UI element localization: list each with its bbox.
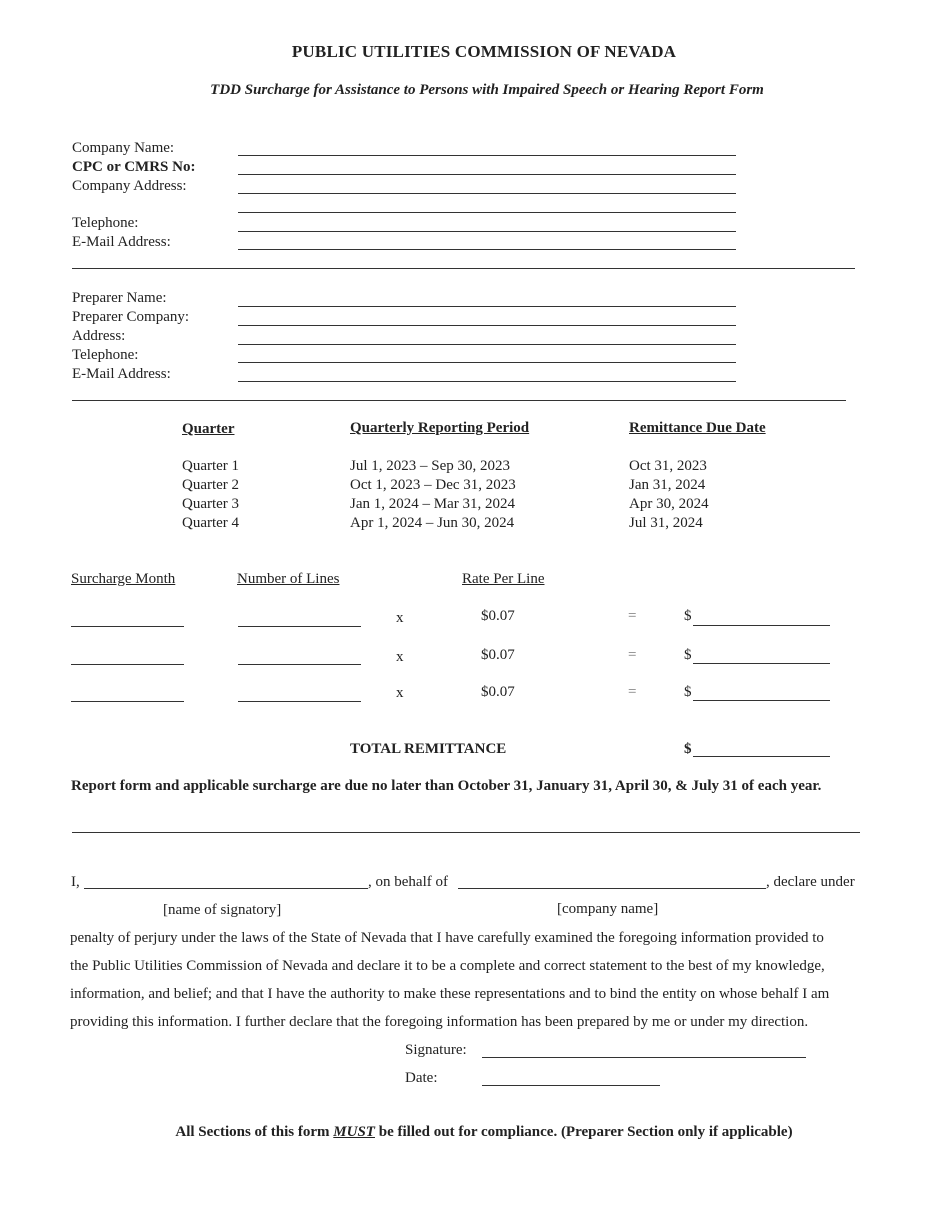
declaration-text-line: penalty of perjury under the laws of the State of Nevada that I have carefully examined the foregoing information provided to <box>70 930 824 946</box>
declaration-on-behalf: , on behalf of <box>368 874 448 890</box>
company-telephone-field[interactable] <box>238 231 736 232</box>
rate-value: $0.07 <box>481 608 515 624</box>
currency-sign: $ <box>684 608 692 624</box>
section-divider <box>72 832 860 833</box>
signature-label: Signature: <box>405 1042 467 1058</box>
currency-sign: $ <box>684 647 692 663</box>
section-divider <box>72 268 855 269</box>
number-of-lines-field[interactable] <box>238 701 361 702</box>
rate-value: $0.07 <box>481 647 515 663</box>
equals-sign: = <box>628 684 637 700</box>
table-cell-period: Jan 1, 2024 – Mar 31, 2024 <box>350 496 515 512</box>
form-subtitle: TDD Surcharge for Assistance to Persons with Impaired Speech or Hearing Report Form <box>210 82 764 98</box>
company-name-field[interactable] <box>238 155 736 156</box>
table-cell-quarter: Quarter 4 <box>182 515 240 531</box>
total-remittance-field[interactable] <box>693 756 830 757</box>
preparer-name-label: Preparer Name: <box>72 290 167 306</box>
rate-per-line-header: Rate Per Line <box>462 571 545 587</box>
company-hint: [company name] <box>557 901 659 917</box>
preparer-company-field[interactable] <box>238 325 736 326</box>
table-cell-period: Oct 1, 2023 – Dec 31, 2023 <box>350 477 516 493</box>
company-address-field[interactable] <box>238 193 736 194</box>
surcharge-month-field[interactable] <box>71 664 184 665</box>
due-date-header: Remittance Due Date <box>629 420 766 436</box>
footer-must: MUST <box>333 1124 375 1140</box>
surcharge-month-field[interactable] <box>71 701 184 702</box>
date-field[interactable] <box>482 1085 660 1086</box>
preparer-address-field[interactable] <box>238 344 736 345</box>
number-of-lines-field[interactable] <box>238 664 361 665</box>
signatory-name-field[interactable] <box>84 888 368 889</box>
declaration-text-line: providing this information. I further declare that the foregoing information has been prepared by me or under my direction. <box>70 1014 809 1030</box>
table-cell-period: Apr 1, 2024 – Jun 30, 2024 <box>350 515 515 531</box>
declaration-i: I, <box>71 874 80 890</box>
section-divider <box>72 400 846 401</box>
preparer-address-label: Address: <box>72 328 126 344</box>
total-remittance-label: TOTAL REMITTANCE <box>350 741 507 757</box>
preparer-email-field[interactable] <box>238 381 736 382</box>
company-name-declaration-field[interactable] <box>458 888 766 889</box>
quarter-header: Quarter <box>182 421 235 437</box>
multiply-sign: x <box>396 649 404 665</box>
surcharge-month-field[interactable] <box>71 626 184 627</box>
preparer-telephone-label: Telephone: <box>72 347 139 363</box>
signatory-hint: [name of signatory] <box>163 902 282 918</box>
rate-value: $0.07 <box>481 684 515 700</box>
company-telephone-label: Telephone: <box>72 215 139 231</box>
multiply-sign: x <box>396 610 404 626</box>
table-cell-due: Oct 31, 2023 <box>629 458 707 474</box>
number-of-lines-field[interactable] <box>238 626 361 627</box>
surcharge-month-header: Surcharge Month <box>71 571 176 587</box>
table-cell-quarter: Quarter 3 <box>182 496 240 512</box>
amount-field[interactable] <box>693 700 830 701</box>
footer-text-after: be filled out for compliance. (Preparer Section only if applicable) <box>374 1124 793 1140</box>
company-name-label: Company Name: <box>72 140 175 156</box>
preparer-telephone-field[interactable] <box>238 362 736 363</box>
declaration-text-line: information, and belief; and that I have the authority to make these representations and to bind the entity on whose behalf I am <box>70 986 830 1002</box>
cpc-label: CPC or CMRS No: <box>72 159 196 175</box>
table-cell-due: Jul 31, 2024 <box>629 515 703 531</box>
preparer-company-label: Preparer Company: <box>72 309 190 325</box>
table-cell-quarter: Quarter 2 <box>182 477 240 493</box>
preparer-email-label: E-Mail Address: <box>72 366 171 382</box>
equals-sign: = <box>628 608 637 624</box>
declaration-declare-under: , declare under <box>766 874 855 890</box>
currency-sign: $ <box>684 684 692 700</box>
date-label: Date: <box>405 1070 438 1086</box>
number-of-lines-header: Number of Lines <box>237 571 340 587</box>
page-title: PUBLIC UTILITIES COMMISSION OF NEVADA <box>291 42 677 61</box>
table-cell-due: Apr 30, 2024 <box>629 496 709 512</box>
compliance-footer <box>0 1124 950 1141</box>
table-cell-quarter: Quarter 1 <box>182 458 240 474</box>
company-address-label: Company Address: <box>72 178 187 194</box>
multiply-sign: x <box>396 685 404 701</box>
company-email-label: E-Mail Address: <box>72 234 171 250</box>
equals-sign: = <box>628 647 637 663</box>
company-email-field[interactable] <box>238 249 736 250</box>
total-currency-sign: $ <box>684 741 692 757</box>
cpc-field[interactable] <box>238 174 736 175</box>
amount-field[interactable] <box>693 663 830 664</box>
amount-field[interactable] <box>693 625 830 626</box>
footer-text-before: All Sections of this form <box>175 1124 334 1140</box>
due-date-notice: Report form and applicable surcharge are due no later than October 31, January 31, April 30, & July 31 of each year. <box>71 778 822 794</box>
declaration-text-line: the Public Utilities Commission of Nevada and declare it to be a complete and correct statement to the best of my knowledge, <box>70 958 825 974</box>
table-cell-period: Jul 1, 2023 – Sep 30, 2023 <box>350 458 511 474</box>
signature-field[interactable] <box>482 1057 806 1058</box>
company-address-field-2[interactable] <box>238 212 736 213</box>
preparer-name-field[interactable] <box>238 306 736 307</box>
table-cell-due: Jan 31, 2024 <box>629 477 706 493</box>
period-header: Quarterly Reporting Period <box>350 420 530 436</box>
